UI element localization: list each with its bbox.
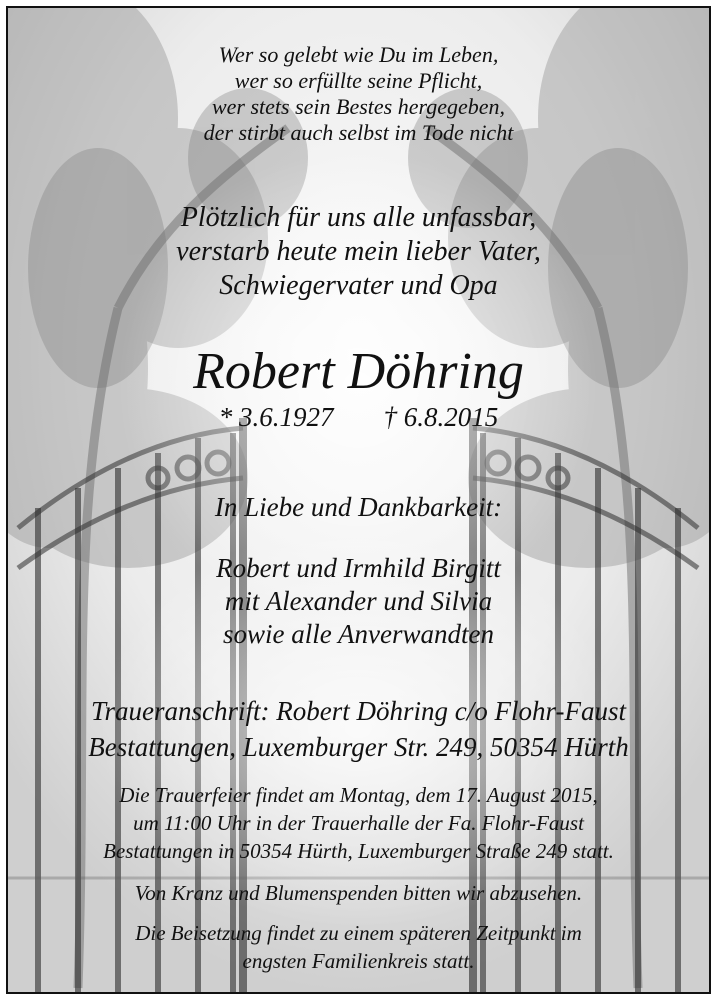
mourners-list bbox=[8, 552, 709, 651]
mourner-line: mit Alexander und Silvia bbox=[224, 586, 493, 616]
thanks-line: In Liebe und Dankbarkeit: bbox=[214, 492, 503, 522]
poem-line: wer so erfüllte seine Pflicht, bbox=[234, 68, 483, 93]
address-line: Traueranschrift: Robert Döhring c/o Flohr-Faust bbox=[91, 696, 626, 726]
birth-date: * 3.6.1927 bbox=[218, 402, 334, 432]
mourning-address bbox=[8, 693, 709, 765]
announcement-line: Schwiegervater und Opa bbox=[219, 270, 498, 301]
announcement-line: verstarb heute mein lieber Vater, bbox=[176, 236, 541, 267]
deceased-name: Robert Döhring bbox=[193, 343, 524, 400]
poem-line: der stirbt auch selbst im Tode nicht bbox=[203, 120, 514, 145]
announcement-line: Plötzlich für uns alle unfassbar, bbox=[180, 202, 537, 233]
burial-line: engsten Familienkreis statt. bbox=[242, 949, 475, 973]
service-line: um 11:00 Uhr in der Trauerhalle der Fa. Flohr-Faust bbox=[133, 811, 584, 835]
burial-line: Die Beisetzung findet zu einem späteren Zeitpunkt im bbox=[135, 921, 582, 945]
poem-line: Wer so gelebt wie Du im Leben, bbox=[218, 42, 499, 67]
death-date: † 6.8.2015 bbox=[383, 402, 499, 432]
address-line: Bestattungen, Luxemburger Str. 249, 50354 Hürth bbox=[88, 732, 629, 762]
funeral-service-info bbox=[8, 781, 709, 865]
burial-info bbox=[8, 919, 709, 975]
memorial-poem bbox=[8, 42, 709, 146]
service-line: Die Trauerfeier findet am Montag, dem 17. August 2015, bbox=[119, 783, 598, 807]
mourner-line: Robert und Irmhild Birgitt bbox=[216, 553, 501, 583]
poem-line: wer stets sein Bestes hergegeben, bbox=[211, 94, 506, 119]
obituary-frame bbox=[6, 6, 711, 994]
flower-request: Von Kranz und Blumenspenden bitten wir abzusehen. bbox=[134, 881, 583, 905]
service-line: Bestattungen in 50354 Hürth, Luxemburger Straße 249 statt. bbox=[103, 839, 614, 863]
death-announcement bbox=[8, 201, 709, 303]
obituary-text bbox=[8, 8, 709, 992]
life-dates bbox=[8, 401, 709, 433]
mourner-line: sowie alle Anverwandten bbox=[223, 619, 494, 649]
